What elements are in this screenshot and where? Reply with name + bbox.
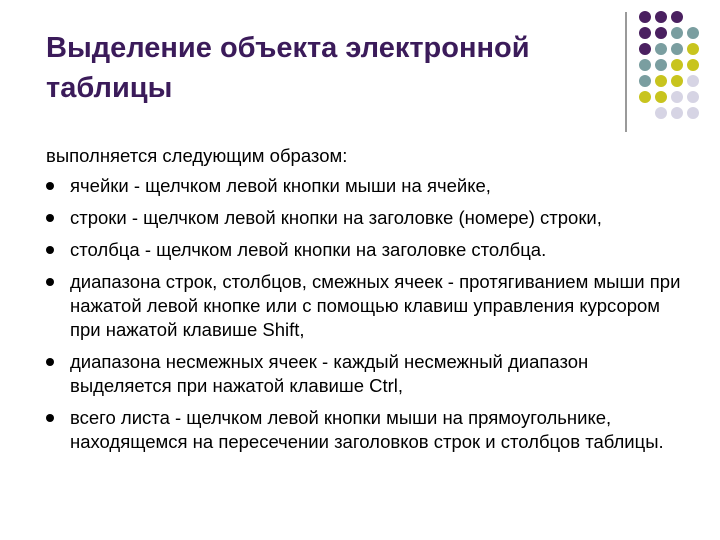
bullet-item: [46, 350, 686, 398]
decor-dot: [671, 27, 683, 39]
bullet-item: [46, 406, 686, 454]
slide-title-line-2: таблицы: [46, 72, 173, 104]
decor-dot: [655, 27, 667, 39]
intro-text: выполняется следующим образом:: [46, 145, 348, 166]
decor-dot: [687, 75, 699, 87]
decor-dot: [639, 27, 651, 39]
decor-dot: [655, 75, 667, 87]
decor-dot: [639, 91, 651, 103]
decor-dot: [639, 43, 651, 55]
bullet-icon: [46, 358, 54, 366]
decor-dot: [671, 43, 683, 55]
decor-dot: [687, 27, 699, 39]
decorative-divider: [625, 12, 627, 132]
bullet-text: диапазона строк, столбцов, смежных ячеек - протягиванием мыши при нажатой левой кнопке или с помощью клавиш управления курсором при нажатой клавише Shift,: [70, 271, 681, 340]
decor-dot: [639, 11, 651, 23]
bullet-item: [46, 174, 686, 198]
bullet-item: [46, 206, 686, 230]
decor-dot: [639, 59, 651, 71]
slide-title: [46, 28, 606, 108]
decor-dot: [655, 11, 667, 23]
bullet-text: всего листа - щелчком левой кнопки мыши на прямоугольнике, находящемся на пересечении заголовков строк и столбцов таблицы.: [70, 407, 664, 452]
bullet-item: [46, 270, 686, 342]
decor-dot: [671, 75, 683, 87]
decor-dot: [671, 11, 683, 23]
decor-dot: [655, 59, 667, 71]
decor-dot: [687, 91, 699, 103]
bullet-item: [46, 238, 686, 262]
decor-dot: [671, 91, 683, 103]
bullet-icon: [46, 246, 54, 254]
decor-dot: [655, 91, 667, 103]
bullet-icon: [46, 182, 54, 190]
decor-dot: [655, 43, 667, 55]
bullet-icon: [46, 278, 54, 286]
slide-body: [46, 144, 686, 462]
bullet-icon: [46, 414, 54, 422]
bullet-text: диапазона несмежных ячеек - каждый несмежный диапазон выделяется при нажатой клавише Ctrl,: [70, 351, 589, 396]
decorative-dot-grid: [639, 11, 719, 121]
bullet-icon: [46, 214, 54, 222]
decor-dot: [671, 107, 683, 119]
decor-dot: [687, 59, 699, 71]
decor-dot: [687, 107, 699, 119]
bullet-text: столбца - щелчком левой кнопки на заголовке столбца.: [70, 239, 547, 260]
decor-dot: [639, 75, 651, 87]
slide-title-line-1: Выделение объекта электронной: [46, 32, 530, 64]
bullet-text: строки - щелчком левой кнопки на заголовке (номере) строки,: [70, 207, 602, 228]
bullet-list: [46, 174, 686, 454]
bullet-text: ячейки - щелчком левой кнопки мыши на ячейке,: [70, 175, 491, 196]
decor-dot: [655, 107, 667, 119]
decor-dot: [687, 43, 699, 55]
decor-dot: [671, 59, 683, 71]
